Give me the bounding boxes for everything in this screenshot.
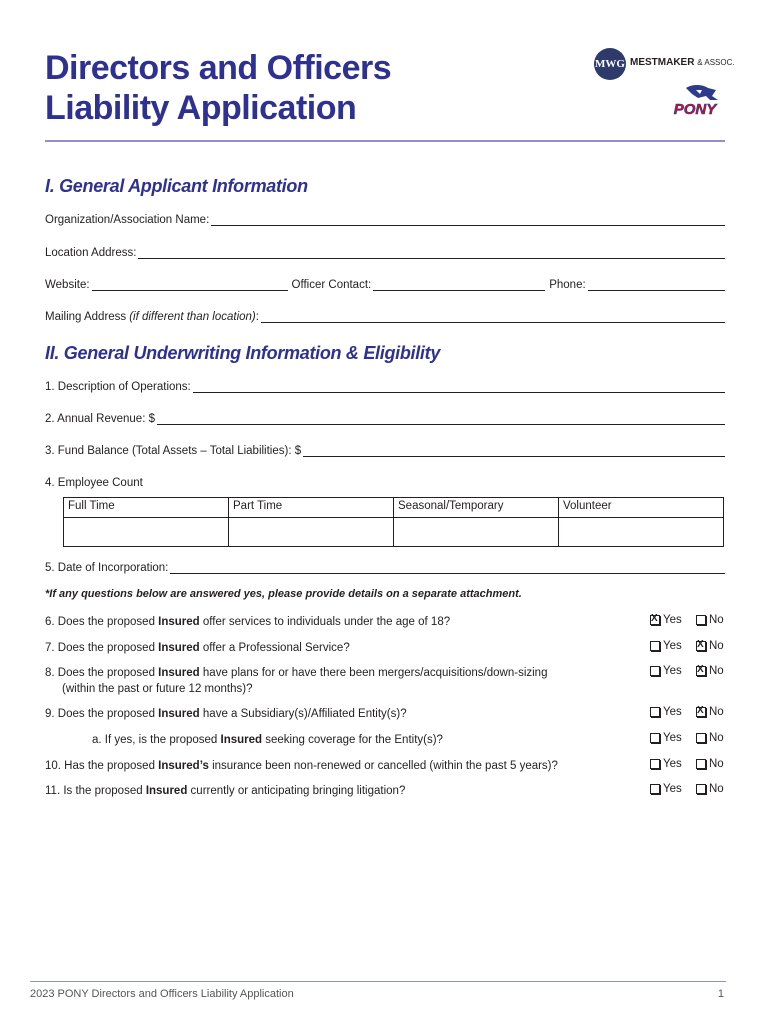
revenue-field[interactable] (45, 413, 725, 425)
no-option[interactable] (696, 783, 724, 795)
insured-term: Insured (145, 785, 188, 797)
section-1-heading: I. General Applicant Information (45, 176, 308, 196)
fund-balance-line[interactable] (303, 446, 725, 457)
insured-term: Insured’s (158, 760, 209, 772)
yes-option[interactable] (650, 665, 682, 677)
question-row (45, 758, 725, 776)
mailing-field[interactable] (45, 311, 725, 323)
no-checkbox[interactable] (696, 759, 706, 769)
no-label: No (709, 640, 724, 652)
yes-label: Yes (663, 758, 682, 770)
no-label: No (709, 614, 724, 626)
question-row (45, 783, 725, 801)
yes-checkbox[interactable] (650, 641, 660, 651)
footer-divider (30, 981, 726, 982)
question-text (45, 783, 635, 799)
footer-title: 2023 PONY Directors and Officers Liability Application (30, 988, 294, 1000)
yes-label: Yes (663, 614, 682, 626)
incorporation-label: 5. Date of Incorporation: (45, 562, 169, 574)
mestmaker-wordmark (630, 57, 735, 68)
col-volunteer: Volunteer (559, 498, 724, 518)
question-suffix: have plans for or have there been mergers/acquisitions/down-sizing (199, 667, 548, 679)
question-row (45, 614, 725, 632)
no-option[interactable] (696, 706, 724, 718)
location-field[interactable] (45, 247, 725, 259)
yes-checkbox[interactable] (650, 784, 660, 794)
org-name-label: Organization/Association Name: (45, 214, 210, 226)
question-suffix: offer a Professional Service? (199, 642, 350, 654)
pony-wordmark: PONY (673, 101, 717, 118)
col-part-time: Part Time (229, 498, 394, 518)
employee-count-label-row (45, 477, 725, 489)
question-text (92, 732, 682, 748)
insured-term: Insured (158, 642, 200, 654)
phone-line[interactable] (588, 280, 725, 291)
question-prefix: 7. Does the proposed (45, 642, 159, 654)
yes-label: Yes (663, 640, 682, 652)
officer-contact-line[interactable] (373, 280, 545, 291)
employee-table-row (64, 518, 724, 547)
no-option[interactable] (696, 614, 724, 626)
yes-label: Yes (663, 706, 682, 718)
question-prefix: a. If yes, is the proposed (92, 734, 221, 746)
contact-row (45, 279, 725, 291)
logo-suffix: & ASSOC. (697, 58, 735, 67)
seasonal-cell[interactable] (394, 518, 559, 547)
col-full-time: Full Time (64, 498, 229, 518)
no-label: No (709, 783, 724, 795)
logo-company: MESTMAKER (630, 57, 695, 68)
employee-count-table (63, 497, 724, 547)
revenue-label: 2. Annual Revenue: $ (45, 413, 155, 425)
yes-option[interactable] (650, 732, 682, 744)
question-continuation: (within the past or future 12 months)? (62, 683, 253, 695)
question-text (45, 665, 635, 697)
yes-checkbox[interactable] (650, 615, 660, 625)
no-option[interactable] (696, 665, 724, 677)
question-row (45, 732, 725, 750)
yes-option[interactable] (650, 640, 682, 652)
question-text (45, 706, 635, 722)
mailing-label: Mailing Address (45, 311, 127, 323)
location-label: Location Address: (45, 247, 137, 259)
yes-checkbox[interactable] (650, 707, 660, 717)
operations-field[interactable] (45, 381, 725, 393)
section-2-heading: II. General Underwriting Information & Eligibility (45, 343, 441, 363)
revenue-line[interactable] (157, 414, 725, 425)
no-checkbox[interactable] (696, 641, 706, 651)
employee-count-label: 4. Employee Count (45, 477, 143, 489)
attachment-note: *If any questions below are answered yes, please provide details on a separate attachment. (45, 588, 522, 600)
incorporation-field[interactable] (45, 562, 725, 574)
yes-label: Yes (663, 732, 682, 744)
question-prefix: 10. Has the proposed (45, 760, 159, 772)
mwg-badge-icon: MWG (594, 48, 626, 80)
no-checkbox[interactable] (696, 784, 706, 794)
yes-checkbox[interactable] (650, 759, 660, 769)
question-prefix: 6. Does the proposed (45, 616, 159, 628)
location-line[interactable] (138, 248, 725, 259)
yes-label: Yes (663, 665, 682, 677)
question-row (45, 665, 725, 699)
question-text (45, 640, 635, 656)
question-prefix: 8. Does the proposed (45, 667, 159, 679)
pony-logo-icon (666, 84, 724, 120)
employee-table-header (64, 498, 724, 518)
no-checkbox[interactable] (696, 733, 706, 743)
no-label: No (709, 732, 724, 744)
no-label: No (709, 758, 724, 770)
mailing-note: (if different than location) (129, 311, 256, 323)
question-text (45, 614, 635, 630)
question-prefix: 11. Is the proposed (45, 785, 146, 797)
yes-checkbox[interactable] (650, 733, 660, 743)
insured-term: Insured (158, 616, 200, 628)
volunteer-cell[interactable] (559, 518, 724, 547)
officer-contact-label: Officer Contact: (291, 279, 372, 291)
yes-label: Yes (663, 783, 682, 795)
website-line[interactable] (92, 280, 288, 291)
yes-option[interactable] (650, 706, 682, 718)
col-seasonal: Seasonal/Temporary (394, 498, 559, 518)
title-line-1: Directors and Officers (45, 49, 392, 87)
no-checkbox[interactable] (696, 615, 706, 625)
full-time-cell[interactable] (64, 518, 229, 547)
fund-balance-label: 3. Fund Balance (Total Assets – Total Liabilities): $ (45, 445, 302, 457)
page-title (45, 48, 391, 128)
question-suffix: offer services to individuals under the age of 18? (199, 616, 451, 628)
yes-option[interactable] (650, 758, 682, 770)
yes-option[interactable] (650, 783, 682, 795)
title-line-2: Liability Application (45, 89, 357, 127)
fund-balance-field[interactable] (45, 445, 725, 457)
header-divider (45, 140, 725, 142)
mailing-colon: : (255, 311, 259, 323)
no-label: No (709, 665, 724, 677)
question-suffix: seeking coverage for the Entity(s)? (262, 734, 443, 746)
question-prefix: 9. Does the proposed (45, 708, 159, 720)
incorporation-line[interactable] (170, 563, 725, 574)
no-checkbox[interactable] (696, 666, 706, 676)
no-checkbox[interactable] (696, 707, 706, 717)
question-suffix: currently or anticipating bringing litigation? (187, 785, 406, 797)
org-name-line[interactable] (211, 215, 725, 226)
operations-line[interactable] (193, 382, 725, 393)
website-label: Website: (45, 279, 90, 291)
insured-term: Insured (158, 667, 200, 679)
question-row (45, 706, 725, 724)
page-number: 1 (717, 988, 724, 1000)
question-text (45, 758, 635, 774)
part-time-cell[interactable] (229, 518, 394, 547)
insured-term: Insured (220, 734, 263, 746)
org-name-field[interactable] (45, 214, 725, 226)
operations-label: 1. Description of Operations: (45, 381, 191, 393)
question-suffix: have a Subsidiary(s)/Affiliated Entity(s)? (199, 708, 407, 720)
yes-checkbox[interactable] (650, 666, 660, 676)
no-label: No (709, 706, 724, 718)
insured-term: Insured (158, 708, 200, 720)
mestmaker-logo (594, 48, 735, 82)
question-row (45, 640, 725, 658)
no-option[interactable] (696, 732, 724, 744)
phone-label: Phone: (549, 279, 586, 291)
no-option[interactable] (696, 640, 724, 652)
question-suffix: insurance been non-renewed or cancelled (within the past 5 years)? (208, 760, 558, 772)
no-option[interactable] (696, 758, 724, 770)
mailing-line[interactable] (261, 312, 725, 323)
yes-option[interactable] (650, 614, 682, 626)
